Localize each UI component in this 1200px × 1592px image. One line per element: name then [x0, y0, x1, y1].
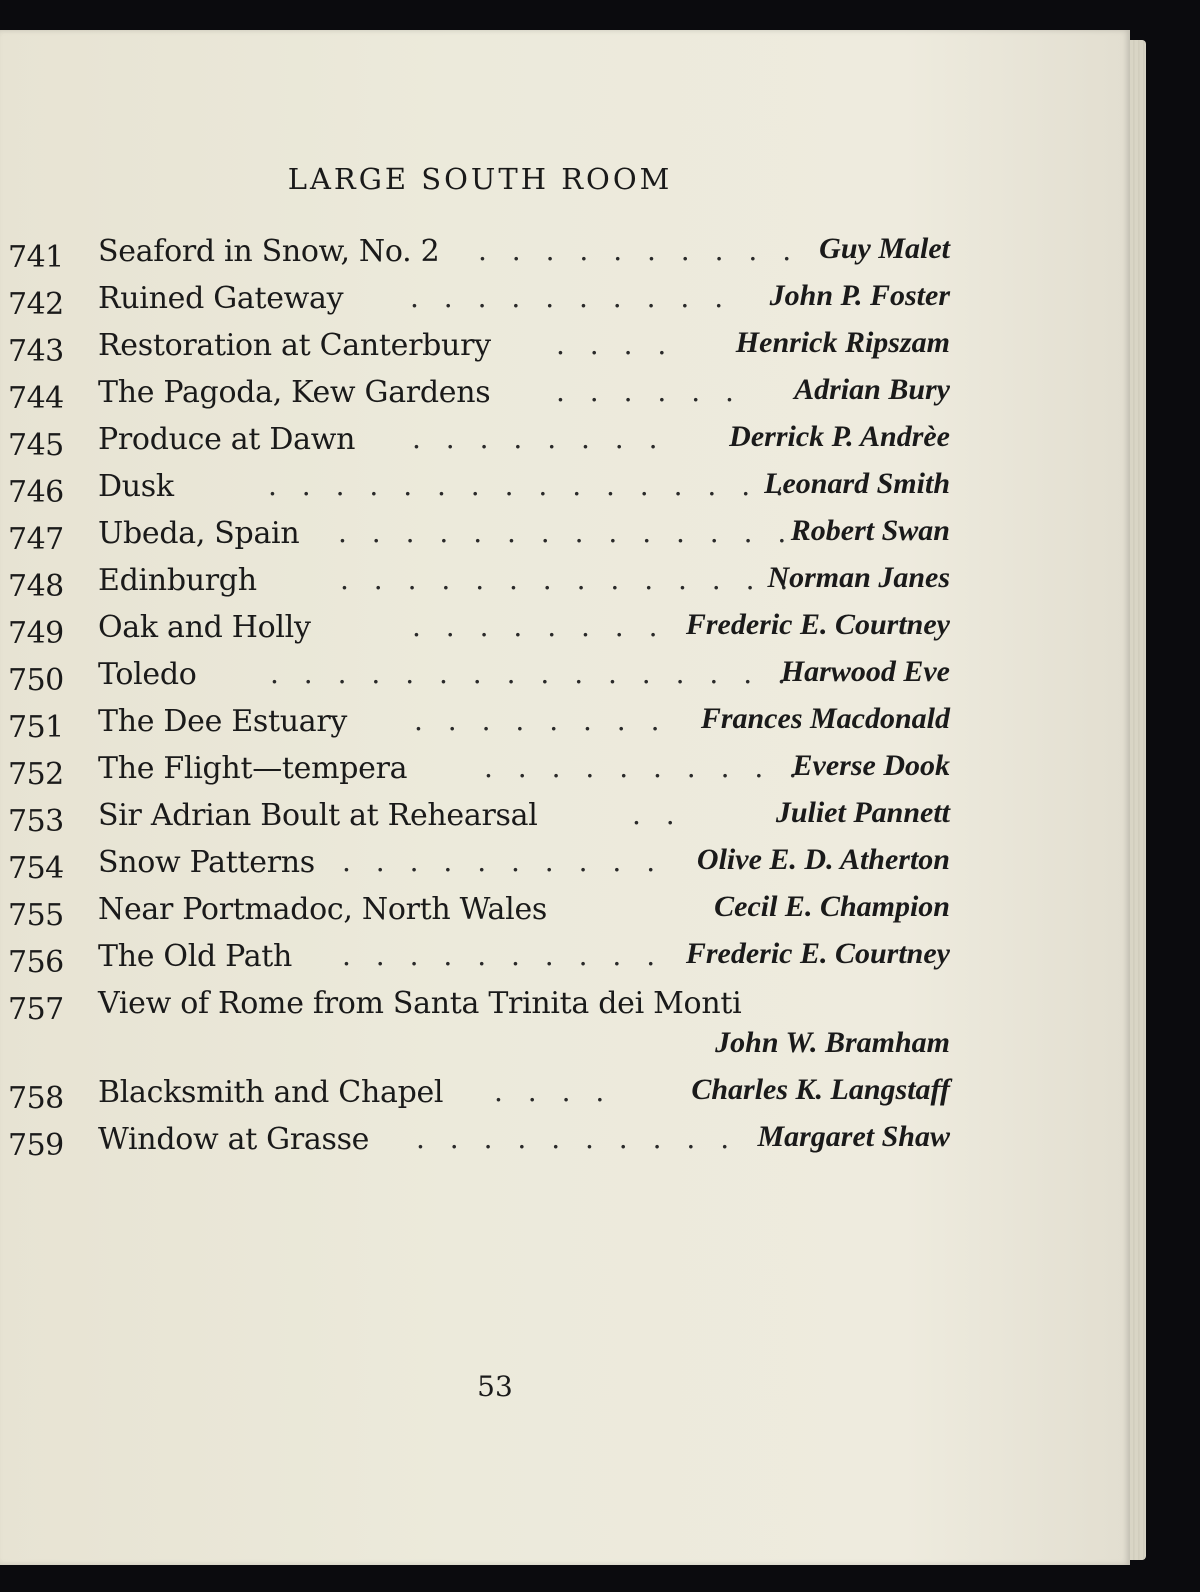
entry-title: The Old Path — [98, 939, 293, 974]
entry-artist: Guy Malet — [819, 232, 950, 265]
entry-title: The Flight—tempera — [98, 751, 408, 786]
catalogue-entry — [0, 1067, 980, 1114]
entry-number: 745 — [8, 428, 64, 463]
entry-title: Near Portmadoc, North Wales — [98, 892, 547, 927]
entry-title: The Dee Estuary — [98, 704, 348, 739]
entry-title: Edinburgh — [98, 563, 257, 598]
catalogue-entry — [0, 743, 980, 790]
catalogue-entry — [0, 649, 980, 696]
catalogue-entry — [0, 884, 980, 931]
catalogue-entry — [0, 790, 980, 837]
entry-title: Seaford in Snow, No. 2 — [98, 234, 440, 269]
catalogue-entry — [0, 461, 980, 508]
catalogue-entry — [0, 226, 980, 273]
entry-number: 748 — [8, 569, 64, 604]
dot-leader: . . . . . . . . . . — [416, 1122, 738, 1155]
entry-number: 746 — [8, 475, 64, 510]
entry-number: 743 — [8, 334, 64, 369]
entry-number: 758 — [8, 1081, 64, 1116]
dot-leader: . . . . . . . . . . . . . . — [338, 516, 795, 549]
dot-leader: . . . . . . . . . . — [478, 234, 800, 267]
entry-artist: Derrick P. Andrèe — [729, 420, 950, 453]
catalogue-entry — [0, 367, 980, 414]
entry-title: Toledo — [98, 657, 197, 692]
entry-number: 747 — [8, 522, 64, 557]
dot-leader: . . — [632, 798, 683, 831]
entry-number: 744 — [8, 381, 64, 416]
entry-artist: Robert Swan — [790, 514, 950, 547]
entry-title: Window at Grasse — [98, 1122, 370, 1157]
entry-number: 752 — [8, 757, 64, 792]
entry-number: 759 — [8, 1128, 64, 1163]
entry-title: Snow Patterns — [98, 845, 315, 880]
catalogue-entry — [0, 414, 980, 461]
entry-title: Dusk — [98, 469, 174, 504]
entry-number: 742 — [8, 287, 64, 322]
entry-number: 750 — [8, 663, 64, 698]
catalogue-entry — [0, 978, 980, 1067]
dot-leader: . . . . . . — [556, 375, 742, 408]
entry-artist: John W. Bramham — [715, 1026, 950, 1059]
entry-title: Ubeda, Spain — [98, 516, 300, 551]
entry-artist: Frederic E. Courtney — [685, 937, 950, 970]
entry-title: Blacksmith and Chapel — [98, 1075, 444, 1110]
entry-number: 754 — [8, 851, 64, 886]
page-number: 53 — [477, 1370, 513, 1403]
entry-artist: Frederic E. Courtney — [685, 608, 950, 641]
entry-number: 749 — [8, 616, 64, 651]
entry-title: Restoration at Canterbury — [98, 328, 491, 363]
entry-title: View of Rome from Santa Trinita dei Monti — [98, 986, 742, 1021]
dot-leader: . . . . — [556, 328, 675, 361]
dot-leader: . . . . . . . . — [414, 704, 668, 737]
catalogue-entry — [0, 273, 980, 320]
entry-number: 753 — [8, 804, 64, 839]
catalogue-entry — [0, 837, 980, 884]
dot-leader: . . . . . . . . — [412, 610, 666, 643]
dot-leader: . . . . — [494, 1075, 613, 1108]
entry-number: 755 — [8, 898, 64, 933]
dot-leader: . . . . . . . . . . — [484, 751, 806, 784]
entry-artist: Margaret Shaw — [757, 1120, 950, 1153]
catalogue-list — [0, 226, 980, 1161]
entry-title: Oak and Holly — [98, 610, 311, 645]
catalogue-entry — [0, 602, 980, 649]
entry-artist: Harwood Eve — [780, 655, 950, 688]
entry-title: The Pagoda, Kew Gardens — [98, 375, 491, 410]
catalogue-entry — [0, 696, 980, 743]
dot-leader: . . . . . . . . . . — [342, 939, 664, 972]
dot-leader: . . . . . . . . — [412, 422, 666, 455]
entry-title: Sir Adrian Boult at Rehearsal — [98, 798, 538, 833]
entry-artist: Adrian Bury — [794, 373, 950, 406]
catalogue-entry — [0, 508, 980, 555]
dot-leader: . . . . . . . . . . . . . . — [340, 563, 797, 596]
dot-leader: . . . . . . . . . . — [342, 845, 664, 878]
catalogue-entry — [0, 555, 980, 602]
entry-artist: Cecil E. Champion — [714, 890, 950, 923]
entry-number: 757 — [8, 992, 64, 1027]
catalogue-entry — [0, 1114, 980, 1161]
entry-artist: Olive E. D. Atherton — [696, 843, 950, 876]
entry-artist: Frances Macdonald — [700, 702, 950, 735]
entry-title: Produce at Dawn — [98, 422, 356, 457]
entry-number: 756 — [8, 945, 64, 980]
entry-artist: Henrick Ripszam — [735, 326, 950, 359]
dot-leader: . . . . . . . . . . — [410, 281, 732, 314]
entry-artist: John P. Foster — [769, 279, 950, 312]
entry-artist: Charles K. Langstaff — [691, 1073, 950, 1106]
entry-artist: Leonard Smith — [764, 467, 950, 500]
catalogue-entry — [0, 931, 980, 978]
entry-number: 751 — [8, 710, 64, 745]
entry-artist: Everse Dook — [792, 749, 950, 782]
entry-artist: Juliet Pannett — [775, 796, 950, 829]
entry-number: 741 — [8, 240, 64, 275]
catalogue-entry — [0, 320, 980, 367]
dot-leader: . . . . . . . . . . . . . . . . — [268, 469, 792, 502]
catalogue-page — [0, 30, 1130, 1565]
running-head: LARGE SOUTH ROOM — [287, 162, 673, 196]
entry-title: Ruined Gateway — [98, 281, 344, 316]
dot-leader: . . . . . . . . . . . . . . . . — [270, 657, 794, 690]
entry-artist: Norman Janes — [767, 561, 950, 594]
